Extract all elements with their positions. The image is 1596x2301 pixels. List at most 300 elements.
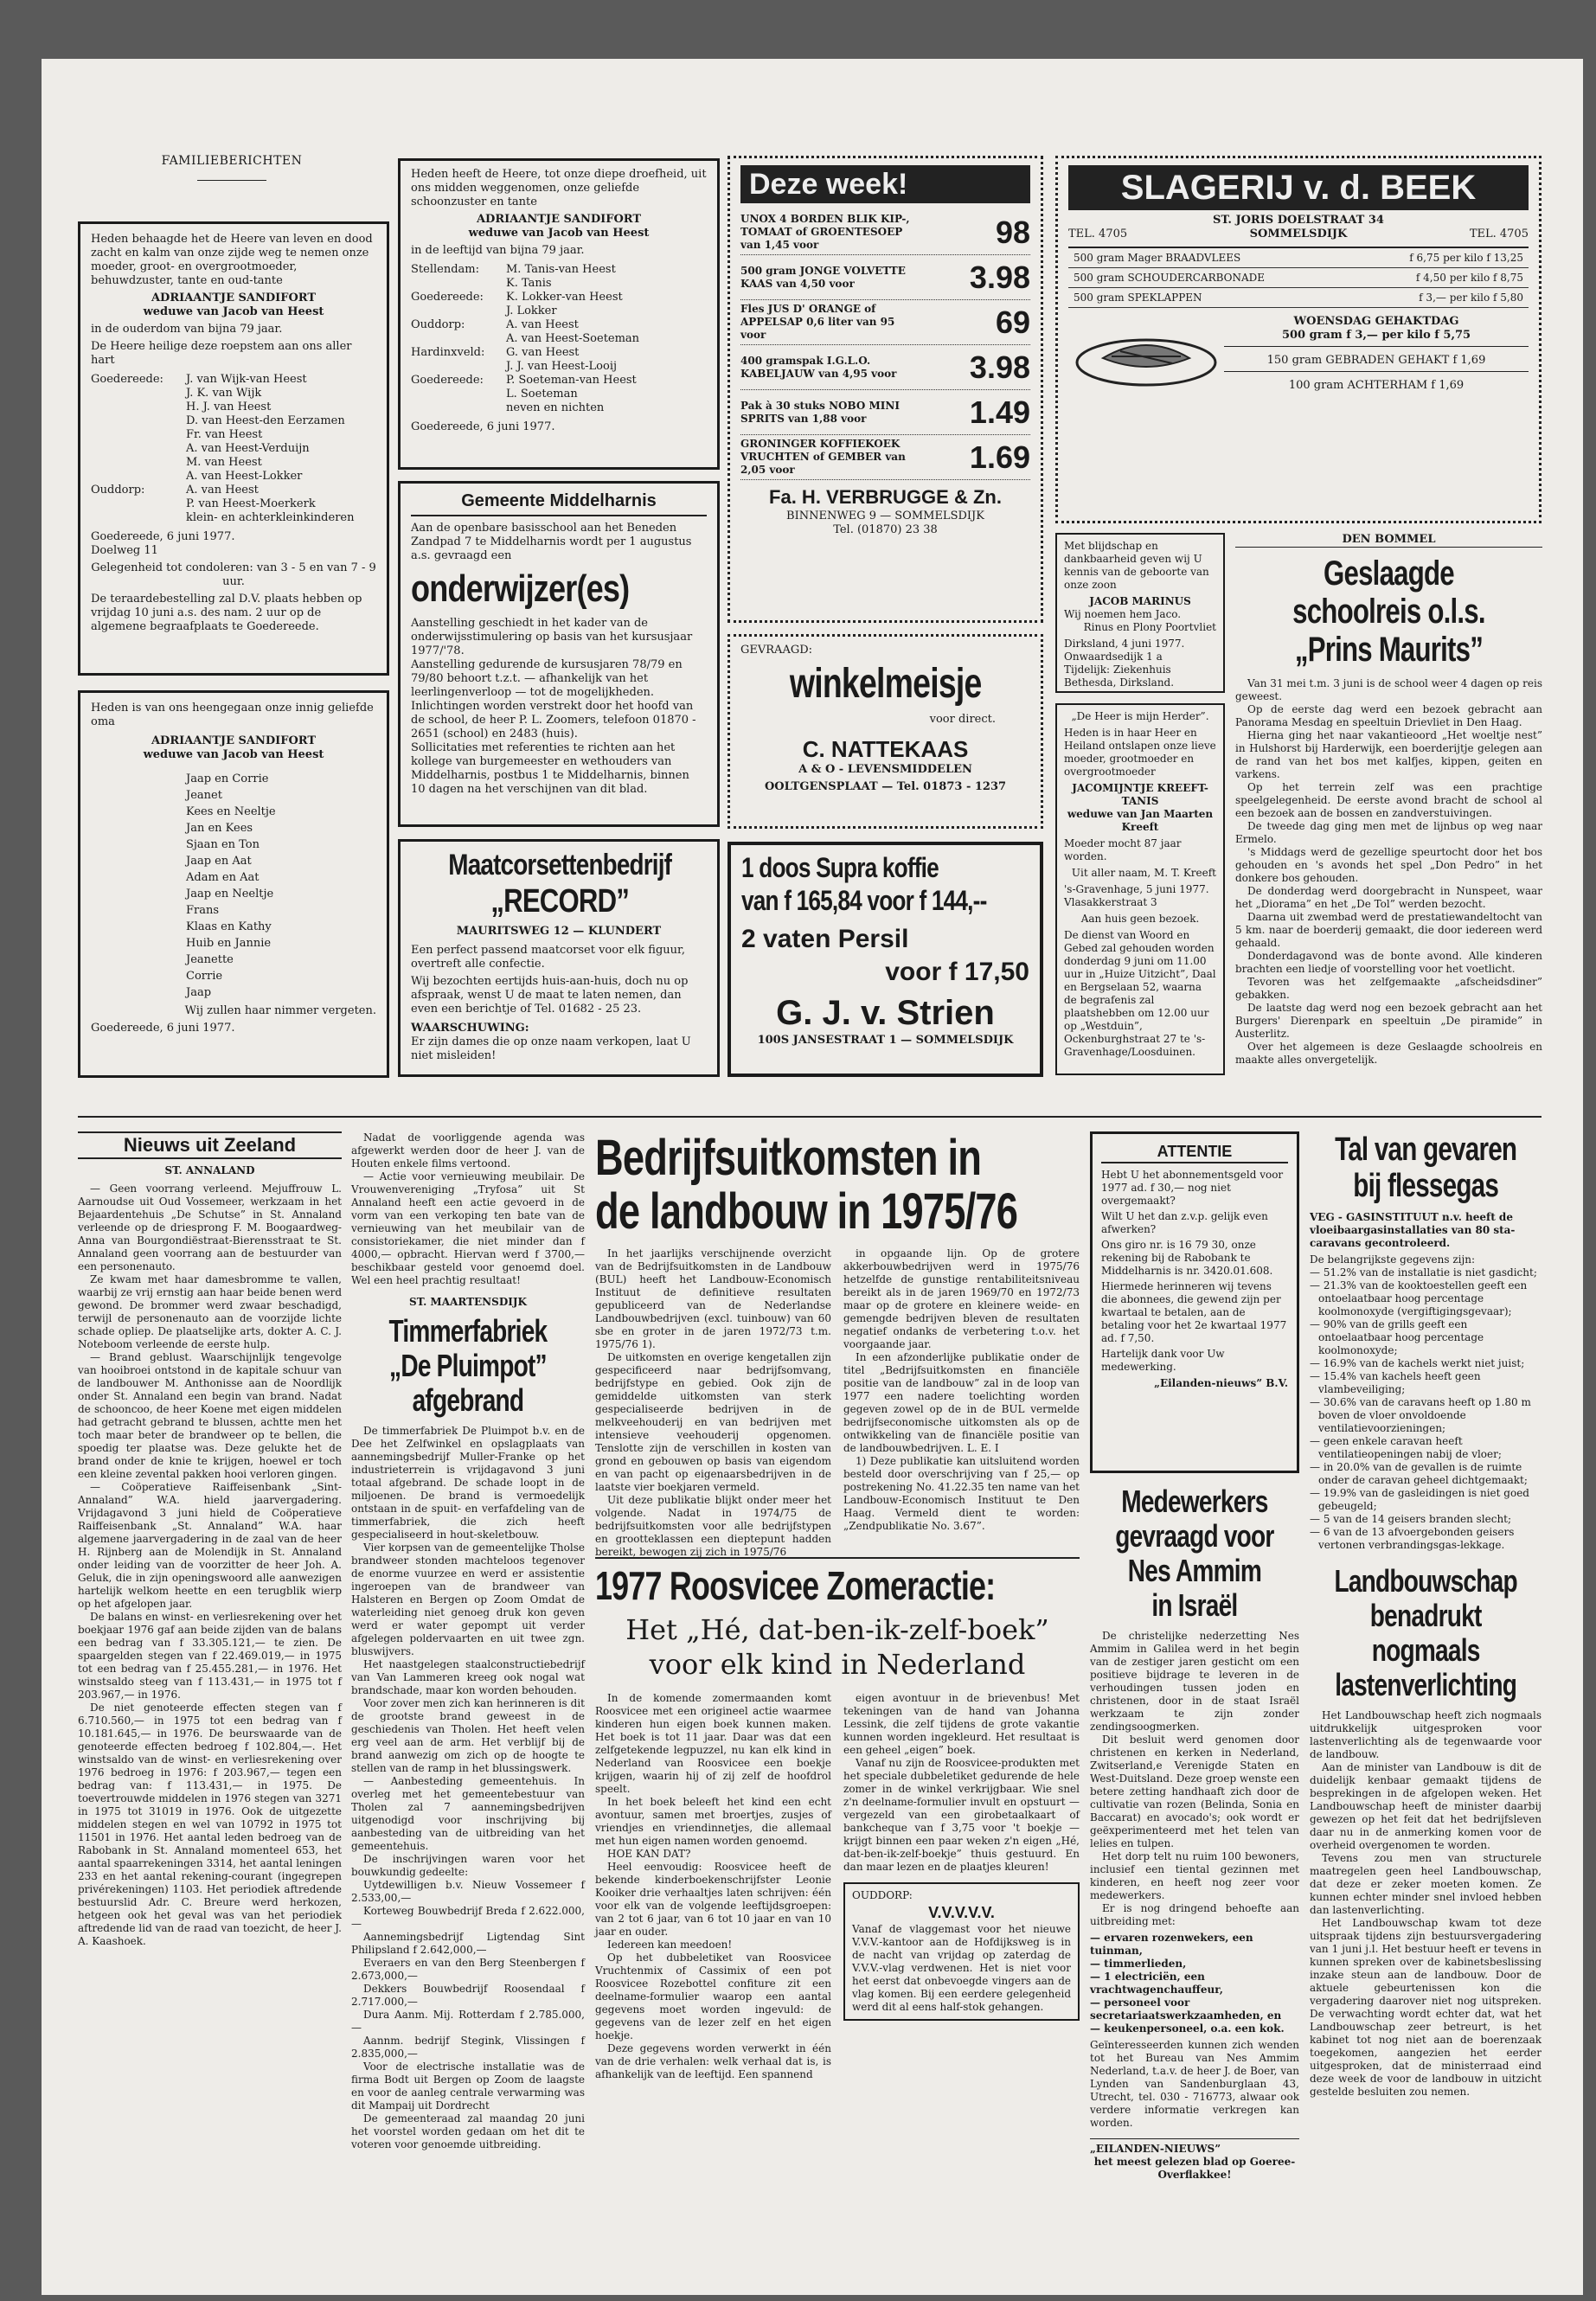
finding-item: — 21.3% van de kooktoestellen geeft een ontoelaatbaar hoog percentage koolmonoxyde (vergiftigingsgevaar);: [1310, 1279, 1528, 1317]
product-price: f 4,50 per kilo f 8,75: [1353, 268, 1529, 288]
family-place: Goedereede:: [411, 291, 484, 304]
ad-title: SLAGERIJ v. d. BEEK: [1068, 165, 1529, 210]
family-name: M. Tanis-van Heest: [506, 263, 616, 276]
paragraph: De laatste dag werd nog een bezoek gebracht aan het Burgers' Dierenpark en speeltuin „De piramide” in Austerlitz.: [1235, 1002, 1542, 1040]
finding-item: — 6 van de 13 afvoergebonden geisers vertonen verbrandingsgas-lekkage.: [1310, 1526, 1515, 1551]
family-place: Ouddorp:: [91, 484, 145, 497]
notice-sub: weduwe van Jacob van Heest: [143, 748, 324, 761]
finding-item: — 5 van de 14 geisers branden slecht;: [1310, 1513, 1512, 1525]
ad-lead: Aan de openbare basisschool aan het Beneden Zandpad 7 te Middelharnis wordt per 1 augustus a.s. gevraagd een: [411, 522, 692, 562]
family-place: [411, 304, 497, 318]
notice-sub: weduwe van Jacob van Heest: [143, 305, 324, 318]
paragraph: Het Landbouwschap heeft zich nogmaals uitdrukkelijk uitgesproken voor lastenverlichting als de tegenwaarde voor de landbouw.: [1310, 1709, 1542, 1760]
offer-text: UNOX 4 BORDEN BLIK KIP-, TOMAAT of GROENTESOEP van 1,45 voor: [740, 213, 910, 251]
title-wrap-5: [1310, 1633, 1542, 1668]
family-name: J. van Wijk-van Heest: [186, 373, 307, 386]
notice-text: De Heere heilige deze roepstem aan ons aller hart: [91, 340, 352, 367]
family-name: J. K. van Wijk: [186, 387, 262, 400]
medewerkers-article: [1090, 1484, 1299, 2246]
family-row: [411, 277, 707, 291]
notice-street: Vlasakkerstraat 3: [1064, 896, 1157, 908]
roast-meat-icon: [1068, 315, 1224, 393]
notice-date: Goedereede, 6 juni 1977.: [91, 530, 235, 543]
offer-item: [740, 255, 1030, 300]
finding-item: — 16.9% van de kachels werkt niet juist;: [1310, 1357, 1525, 1369]
nattekaas-ad: [727, 634, 1043, 829]
gehakt-section: [1068, 315, 1529, 393]
deze-week-ad: [727, 156, 1043, 623]
box-p5: Hartelijk dank voor Uw medewerking.: [1101, 1348, 1225, 1373]
family-name: P. Soeteman-van Heest: [506, 374, 637, 387]
shop-tel: Tel. (01870) 23 38: [833, 523, 938, 536]
paragraph: Over het algemeen is deze Geslaagde schoolreis en maakte alles onvergetelijk.: [1235, 1041, 1542, 1066]
ad-line2: van f 165,84 voor f 144,--: [741, 885, 987, 916]
ad-p1: Aanstelling geschiedt in het kader van de onderwijsstimulering op basis van het kursusjaar 1977/'78.: [411, 617, 693, 657]
section-header: FAMILIEBERICHTEN: [161, 154, 303, 168]
article-title-2: gevraagd voor: [1115, 1518, 1274, 1554]
paragraph: De donderdag werd doorgebracht in Nunspeet, waar het „Diorama” en het „De Tol” werden bezocht.: [1235, 885, 1542, 910]
box-sign: „Eilanden-nieuws” B.V.: [1154, 1377, 1288, 1389]
article-intro: De belangrijkste gegevens zijn:: [1310, 1253, 1475, 1266]
title-wrap-3: [1090, 1554, 1299, 1588]
product-price: f 6,75 per kilo f 13,25: [1353, 247, 1529, 268]
article-title-3: afgebrand: [412, 1382, 524, 1418]
birth-text: Met blijdschap en dankbaarheid geven wij U kennis van de geboorte van onze zoon: [1064, 540, 1209, 591]
paragraph: Het naastgelegen staalconstructiebedrijf van Van Lammeren kreeg ook nogal wat brandschade, maar kon worden behouden.: [351, 1658, 585, 1696]
offer-list: [740, 210, 1030, 480]
birth-name: JACOB MARINUS: [1089, 595, 1191, 607]
paragraph: Aannemingsbedrijf Ligtendag Sint Philipsland f 2.642,000,—: [351, 1931, 585, 1956]
notice-sub: weduwe van Jan Maarten Kreeft: [1067, 808, 1214, 833]
family-row: [411, 318, 707, 332]
family-name: J. Lokker: [506, 304, 557, 317]
article-title-1: Medewerkers: [1121, 1484, 1268, 1519]
notice-quote: „De Heer is mijn Herder”.: [1071, 710, 1209, 722]
findings-list: [1310, 1266, 1542, 1552]
family-row: [411, 332, 707, 346]
shop-address: ST. JORIS DOELSTRAAT 34: [1213, 214, 1384, 227]
notice-funeral: De teraardebestelling zal D.V. plaats hebben op vrijdag 10 juni a.s. des nam. 2 uur op de algemene begraafplaats te Goedereede.: [91, 593, 362, 633]
notice-name: ADRIAANTJE SANDIFORT: [151, 292, 317, 304]
ad-label: GEVRAAGD:: [740, 644, 813, 657]
product-price: f 3,— per kilo f 5,80: [1353, 288, 1529, 308]
paragraph: Vanaf nu zijn de Roosvicee-produkten met het speciale dubbeletiket gedurende de hele zomer in de winkel verkrijgbaar. Wie snel z'n deelname-formulier invult en opstuurt — vergezeld van een girobetaalkaart of bankcheque van f 3,75 voor 't boekje — krijgt binnen een paar weken z'n eigen „Hé, dat-ben-ik-zelf-boekje” thuis gestuurd. En dan maar lezen en de plaatjes kleuren!: [843, 1757, 1080, 1873]
article-place: ST. MAARTENSDIJK: [409, 1296, 527, 1308]
offer-price: 3.98: [969, 349, 1030, 385]
title-wrap: [595, 1564, 1080, 1607]
paragraph: Op de eerste dag werd een bezoek gebracht aan Panorama Mesdag en speeltuin Drievliet in Den Haag.: [1235, 703, 1542, 728]
divider: [411, 515, 707, 516]
paragraph: De gemeenteraad zal maandag 20 juni het voorstel worden gedaan om het dit te voteren voor genoemde uitbreiding.: [351, 2112, 585, 2150]
paragraph: eigen avontuur in de brievenbus! Met tekeningen van de hand van Johanna Lessink, die zelf tijdens de grote vakantie kunnen worden ingekleurd. Het resultaat is een geheel „eigen” boek.: [843, 1692, 1080, 1756]
notice-intro: Heden heeft de Heere, tot onze diepe droefheid, uit ons midden weggenomen, onze geliefde schoonzuster en tante: [411, 168, 707, 208]
offer-item: [740, 210, 1030, 255]
offer-item: [740, 300, 1030, 345]
family-place: [411, 388, 497, 401]
finding-item: — geen enkele caravan heeft ventilatieopeningen nabij de vloer;: [1310, 1435, 1502, 1460]
grandchildren-list: [91, 771, 376, 1001]
offer-price: 3.98: [969, 259, 1030, 295]
family-place: [411, 332, 497, 346]
family-list: [411, 263, 707, 415]
death-notice-2: [398, 158, 720, 470]
family-name: A. van Heest: [186, 484, 259, 497]
paragraph: Korteweg Bouwbedrijf Breda f 2.622.000,—: [351, 1905, 585, 1930]
article-title-5: nogmaals: [1371, 1632, 1480, 1668]
shop-address: OOLTGENSPLAAT — Tel. 01873 - 1237: [764, 780, 1007, 793]
attentie-box: [1090, 1131, 1299, 1473]
article-title-1: Geslaagde: [1324, 554, 1454, 593]
article-title-2: bij flessegas: [1353, 1168, 1499, 1204]
ad-p3: Inlichtingen worden verstrekt door het hoofd van de school, de heer P. L. Zoomers, telefoon 01870 - 2651 (school) en 2483 (huis).: [411, 700, 696, 740]
slagerij-ad: [1055, 156, 1542, 523]
notice-age: in de ouderdom van bijna 79 jaar.: [91, 323, 283, 336]
ouddorp-box: [843, 1882, 1080, 2021]
title-wrap: [1310, 1131, 1542, 1168]
grandchild-name: Jaap en Aat: [186, 855, 252, 868]
article-title-4: in Israël: [1151, 1587, 1238, 1623]
paragraph: in opgaande lijn. Op de grotere akkerbouwbedrijven werd in 1975/76 hetzelfde de gunstige rentabiliteitsniveau bereikt als in de jaren 1969/70 en 1972/73 maar op de grotere en kleinere weide- en gemengde bedrijven bleven de resultaten negatief ondanks de verbetering t.o.v. het voorgaande jaar.: [843, 1247, 1080, 1350]
ad-warn: Er zijn dames die op onze naam verkopen, laat U niet misleiden!: [411, 1035, 691, 1062]
needs-list: [1090, 1932, 1299, 2035]
notice-condole: Gelegenheid tot condoleren: van 3 - 5 en van 7 - 9 uur.: [91, 561, 376, 588]
article-body-2: [351, 1425, 585, 2151]
article-col-2: [843, 1247, 1080, 1559]
product-name: 500 gram SCHOUDERCARBONADE: [1068, 268, 1353, 288]
notice-age: Moeder mocht 87 jaar worden.: [1064, 837, 1182, 862]
family-place: Stellendam:: [411, 263, 479, 276]
paragraph: Dura Aanm. Mij. Rotterdam f 2.785.000,—: [351, 2009, 585, 2034]
notice-intro: Heden behaagde het de Heere van leven en dood zacht en kalm van onze zijde weg te nemen onze moeder, groot- en overgrootmoeder, behuwdzuster, tante en oud-tante: [91, 233, 373, 287]
notice-closing: Wij zullen haar nimmer vergeten.: [184, 1004, 376, 1017]
paragraph: Ze kwam met haar damesbromme te vallen, waarbij ze vrij ernstig aan haar beide benen werd gewond. De brommer werd zwaar beschadigd, terwijl de personenauto aan de voorzijde lichte schade opliep. De plaatselijke arts, dokter A. C. J. Noteboom verleende de eerste hulp.: [78, 1273, 342, 1350]
family-place: [91, 401, 177, 414]
grandchild-name: Corrie: [186, 970, 223, 983]
shop-info: [1068, 214, 1529, 241]
grandchild-name: Frans: [186, 904, 220, 917]
paragraph: Heel eenvoudig: Roosvicee heeft de bekende kinderboekenschrijfster Leonie Kooiker drie verhaaltjes laten schrijven: één voor elk van de volgende leeftijdsgroepen: van 2 tot 6 jaar, van 6 tot 10 jaar en van 10 jaar en ouder.: [595, 1861, 831, 1938]
offer-text: 400 gramspak I.G.L.O. KABELJAUW van 4,95 voor: [740, 354, 897, 380]
newspaper-page: [42, 59, 1583, 2295]
family-name: neven en nichten: [506, 401, 605, 414]
death-notice-1: [78, 221, 389, 676]
ad-address: MAURITSWEG 12 — KLUNDERT: [456, 925, 662, 938]
finding-item: — in 20.0% van de gevallen is de ruimte onder de caravan geheel dichtgemaakt;: [1310, 1461, 1528, 1486]
title-wrap-2: [411, 883, 707, 921]
shop-name: G. J. v. Strien: [776, 994, 995, 1032]
offer-item: [740, 435, 1030, 480]
article-place: ST. ANNALAND: [164, 1164, 255, 1176]
notice-name: ADRIAANTJE SANDIFORT: [476, 213, 642, 226]
grandchild-name: Klaas en Kathy: [186, 920, 272, 933]
ad-headline: onderwijzer(es): [411, 567, 630, 610]
shop-town: SOMMELSDIJK: [1249, 228, 1348, 240]
shop-type: A & O - LEVENSMIDDELEN: [798, 763, 972, 776]
ouddorp-title: V.V.V.V.V.: [928, 1904, 995, 1921]
ad-sub: voor direct.: [929, 713, 996, 726]
title-wrap-2: [1310, 1168, 1542, 1204]
notice-address: Doelweg 11: [91, 544, 158, 557]
article-col-1: [595, 1692, 831, 2081]
title-wrap-4: [1090, 1588, 1299, 1623]
paragraph: Het dorp telt nu ruim 100 bewoners, inclusief een tiental gezinnen met kinderen, en heeft nog zeer voor medewerkers.: [1090, 1850, 1299, 1901]
notice-sub: weduwe van Jacob van Heest: [468, 227, 650, 240]
family-name: G. van Heest: [506, 346, 580, 359]
offer-price: 1.69: [969, 439, 1030, 475]
price-row: [1068, 288, 1529, 308]
headline-wrap: [740, 661, 1030, 709]
article-lead: VEG - GASINSTITUUT n.v. heeft de vloeibaargasinstallaties van 80 sta-caravans gecontroleerd.: [1310, 1211, 1516, 1249]
title-wrap-2: [351, 1349, 585, 1383]
family-place: [91, 470, 177, 484]
family-row: [91, 442, 376, 456]
need-item: — ervaren rozenwekers, een tuinman,: [1090, 1932, 1253, 1957]
family-place: [91, 442, 177, 456]
finding-item: — 19.9% van de gasleidingen is niet goed gebeugeld;: [1310, 1487, 1529, 1512]
article-title-1: Timmerfabriek: [388, 1313, 548, 1349]
paragraph: — Coöperatieve Raiffeisenbank „Sint-Annaland” W.A. hield jaarvergadering. Vrijdagavond 3 juni hield de Coöperatieve Raiffeisenbank „St. Annaland” W.A. haar algemene jaarvergadering in de zaal van de heer H. Rijnberg aan de Molendijk in St. Annaland onder leiding van de voorzitter de heer Joh. A. Geluk, die in zijn openingswoord alle aanwezigen hartelijk welkom heette en een terugblik wierp op het afgelopen jaar.: [78, 1481, 342, 1610]
title-wrap-3: [1310, 1564, 1542, 1599]
strien-ad: [727, 842, 1043, 1077]
paragraph: Uit deze publikatie blijkt onder meer het volgende. Nadat in 1974/75 de bedrijfsuitkomsten voor alle bedrijfstypen en grootteklassen een dieptepunt hadden bereikt, bewogen zij zich in 1975/76: [595, 1494, 831, 1558]
ouddorp-text: Vanaf de vlaggemast voor het nieuwe V.V.V.-kantoor aan de Hofdijksweg is in de nacht van vrijdag op zaterdag de V.V.V.-vlag verdwenen. Het is niet voor het eerst dat onbevoegde vingers aan de vlag komen. Bij een eerdere gelegenheid werd dit al eens half-stok gehangen.: [852, 1923, 1071, 2013]
notice-no-visit: Aan huis geen bezoek.: [1080, 913, 1200, 925]
paragraph: De niet genoteerde effecten stegen van f 6.710.560,— in 1975 tot een bedrag van f 10.181.645,— in 1976. De beurswaarde van de genoteerde effecten bedroeg f 102.804,—. Het winstsaldo van de winst- en verliesrekening over 1976 bedroeg in 1976: f 203.967,— tegen een bedrag van: f 113.431,— in 1975. De toevertrouwde middelen in 1976 stegen van 3271 in 1975 tot 31019 in 1976. Ook de uitgezette middelen stegen en wel van 10792 in 1975 tot 11501 in 1976. Het aantal leden bedroeg van de Rabobank in St. Annaland momenteel 653, het aantal spaarrekeningen 3314, het aantal leningen 233 en het aantal rekening-courant (ingegrepen privérekeningen) 1103. Het periodiek aftredende bestuurslid Adr. C. Breure werd herkozen, hetgeen ook het geval was van het periodiek aftredende lid van de raad van toezicht, de heer J. A. Kaashoek.: [78, 1702, 342, 1947]
article-col-1: [595, 1247, 831, 1559]
record-ad: [398, 839, 720, 1077]
family-place: [91, 511, 177, 525]
paragraph: Daarna uit zwembad werd de prestatiewandeltocht van 5 km. naar de boerderij gemaakt, die door iedereen werd gehaald.: [1235, 911, 1542, 949]
article-title: Nieuws uit Zeeland: [78, 1131, 342, 1159]
notice-name: ADRIAANTJE SANDIFORT: [151, 734, 317, 747]
family-place: [91, 497, 177, 511]
family-name: D. van Heest-den Eerzamen: [186, 414, 345, 427]
article-outro: Geïnteresseerden kunnen zich wenden tot het Bureau van Nes Ammim Nederland, t.a.v. de heer J. de Boer, van Lynden van Sandenburglaan 43, Utrecht, tel. 030 - 716773, alwaar ook verdere informatie verkregen kan worden.: [1090, 2039, 1299, 2129]
offer-text: Fles JUS D' ORANGE of APPELSAP 0,6 liter van 95 voor: [740, 303, 895, 341]
title-wrap: [1235, 554, 1542, 593]
ham-offer: 100 gram ACHTERHAM f 1,69: [1288, 379, 1465, 392]
family-place: [411, 401, 497, 415]
notice-intro: Heden is van ons heengegaan onze innig geliefde oma: [91, 702, 374, 728]
paragraph: HOE KAN DAT?: [607, 1848, 691, 1860]
family-place: [91, 414, 177, 428]
family-row: [411, 304, 707, 318]
notice-date: Goedereede, 6 juni 1977.: [411, 420, 555, 433]
family-place: [91, 428, 177, 442]
box-p3: Ons giro nr. is 16 79 30, onze rekening bij de Rabobank te Middelharnis is nr. 3420.01.608.: [1101, 1239, 1273, 1277]
paragraph: In een afzonderlijke publikatie onder de titel „Bedrijfsuitkomsten en financiële positie van de landbouw” zal in de loop van 1977 een nadere toelichting worden gegeven zowel op de in de BUL vermelde bedrijfseconomische uitkomsten als op de ontwikkeling van de financiële positie van de landbouwbedrijven. L. E. I: [843, 1351, 1080, 1454]
family-row: [91, 511, 376, 525]
family-name: L. Soeteman: [506, 388, 578, 401]
paragraph: Voor zover men zich kan herinneren is dit de grootste brand geweest in de geschiedenis van Tholen. Het heeft velen erg veel aan de arm. Het verblijf bij de brand aanwezig om zich op de hoogte te stellen van de ramp in het blussingswerk.: [351, 1697, 585, 1774]
paragraph: 1) Deze publikatie kan uitsluitend worden besteld door overschrijving van f 25,— op postrekening No. 41.22.35 ten name van het Landbouw-Economisch Instituut te Den Haag. Vermeld dient te worden: „Zendpublikatie No. 3.67”.: [843, 1455, 1080, 1532]
birth-temp: Tijdelijk: Ziekenhuis Bethesda, Dirksland.: [1064, 663, 1175, 689]
kreeft-notice: [1055, 703, 1225, 1075]
title-wrap-2: [1090, 1519, 1299, 1554]
title-wrap-2: [595, 1185, 1080, 1239]
family-row: [411, 263, 707, 277]
ouddorp-label: OUDDORP:: [852, 1889, 913, 1901]
article-col-2: [843, 1692, 1080, 1874]
article-title-3: Landbouwschap: [1334, 1563, 1517, 1599]
family-row: [411, 374, 707, 388]
paragraph: Er is nog dringend behoefte aan uitbreiding met:: [1090, 1902, 1299, 1927]
paragraph: De uitkomsten en overige kengetallen zijn gespecificeerd naar bedrijfsomvang, bedrijfstype en gebied. Ook zijn de gemiddelde uitkomsten van sterk gespecialiseerde bedrijven in de melkveehouderij en van bedrijven met intensieve veehouderij opgenomen. Tenslotte zijn de verschillen in kosten van grond en gebouwen op basis van eigendom en van pacht op eigenaarsbedrijven in de laatste vier boekjaren vermeld.: [595, 1351, 831, 1493]
family-place: [411, 277, 497, 291]
paragraph: De tweede dag ging men met de lijnbus op weg naar Ermelo.: [1235, 820, 1542, 845]
paragraph: — Brand geblust. Waarschijnlijk tengevolge van hooibroei ontstond in de kapitale schuur van de landbouwer M. Anthonisse aan de Noordlijk onder St. Annaland een begin van brand. Nadat de schooncoo, de heer Koene met eigen middelen had getracht gebrand te blussen, achtte men het toch maar beter de brandweer op te bellen, die spoedig ter plaatse was. Deze gelukte het de brand onder de knie te krijgen, hoewel er toch een kleine zevental pakken hooi verloren gingen.: [78, 1351, 342, 1480]
grandchild-name: Jeanet: [186, 789, 222, 802]
grandchild-name: Kees en Neeltje: [186, 805, 276, 818]
family-place: Hardinxveld:: [411, 346, 485, 359]
wednesday-offer: 500 gram f 3,— per kilo f 5,75: [1224, 329, 1529, 347]
paragraph: Op het dubbeletiket van Roosvicee Vruchtenmix of Cassimix of een pot Roosvicee Rozebottel confiture zit een deelname-formulier waarop een aantal gegevens moet worden ingevuld: de gegevens van de lezer zelf en het eigen hoekje.: [595, 1952, 831, 2041]
article-sub-1: Het „Hé, dat-ben-ik-zelf-boek”: [625, 1613, 1049, 1646]
ad-p4: Sollicitaties met referenties te richten aan het kollege van burgemeester en wethouders van Middelharnis, postbus 1 te Middelharnis, binnen 10 dagen na het verschijnen van dit blad.: [411, 741, 689, 796]
paragraph: Voor de electrische installatie was de firma Bodt uit Bergen op Zoom de laagste en voor de aanleg centrale verwarming was dit Mampaij uit Dordrecht: [351, 2061, 585, 2112]
page-divider: [78, 1116, 1542, 1118]
title-wrap-2: [1235, 593, 1542, 631]
article-title-2: de landbouw in 1975/76: [595, 1183, 1018, 1240]
family-row: [91, 470, 376, 484]
paragraph: In het jaarlijks verschijnende overzicht van de Bedrijfsuitkomsten in de Landbouw (BUL) heeft het Landbouw-Economisch Instituut de definitieve resultaten gepubliceerd van de Nederlandse Landbouwbedrijven (excl. tuinbouw) van 60 sbe en groter in de jaren 1972/73 t.m. 1975/76 1).: [595, 1247, 831, 1350]
death-notice-3: [78, 690, 389, 1078]
divider: [197, 180, 266, 181]
family-place: [91, 456, 177, 470]
family-place: Goedereede:: [411, 374, 484, 387]
family-row: [411, 401, 707, 415]
zeeland-article: [78, 1131, 342, 2247]
paragraph: Uytdewilligen b.v. Nieuw Vossemeer f 2.533,00,—: [351, 1879, 585, 1904]
grandchild-name: Jaap en Corrie: [186, 772, 269, 785]
grandchild-name: Jaap: [186, 986, 212, 999]
ad-line3: 2 vaten Persil: [741, 925, 909, 953]
article-title-3: Nes Ammim: [1127, 1553, 1262, 1588]
article-body-2: [1310, 1709, 1542, 2099]
grandchild-name: Jeanette: [186, 953, 234, 966]
need-item: — keukenpersoneel, o.a. een kok.: [1090, 2022, 1285, 2035]
wednesday-title: WOENSDAG GEHAKTDAG: [1293, 315, 1459, 328]
article-sub-2: voor elk kind in Nederland: [649, 1648, 1026, 1681]
title-wrap-3: [1235, 631, 1542, 669]
family-name: A. van Heest-Soeteman: [506, 332, 640, 345]
title-wrap-3: [351, 1383, 585, 1418]
family-place: [411, 360, 497, 374]
line2-wrap: [741, 885, 1029, 918]
headline-wrap: [411, 568, 707, 612]
article-body: [1235, 677, 1542, 1067]
birth-notice: [1055, 533, 1225, 693]
box-p2: Wilt U het dan z.v.p. gelijk even afwerken?: [1101, 1210, 1268, 1235]
article-title-3: „Prins Maurits”: [1294, 631, 1484, 669]
birth-date: Dirksland, 4 juni 1977.: [1064, 638, 1185, 650]
paragraph: Hierna ging het naar vakantieoord „Het woeltje nest” in Hulshorst bij Harderwijk, een boerderijtje gelegen aan de rand van het bos met kalfjes, kippen, geiten en varkens.: [1235, 729, 1542, 780]
need-item: — 1 electriciën, een vrachtwagenchauffeur,: [1090, 1971, 1223, 1996]
paragraph: Dit besluit werd genomen door christenen en kerken in Nederland, Zwitserland,e Verenigde Staten en West-Duitsland. Deze groep wenste een betere zetting handhaaft zich door de cultivatie van rozen (Belinda, Sonia en Baccarat) en avocado's; ook wordt er geëxperimenteerd met het telen van lelies en tulpen.: [1090, 1734, 1299, 1849]
article-title-6: lastenverlichting: [1335, 1667, 1517, 1702]
notice-text: Heden is in haar Heer en Heiland ontslapen onze lieve moeder, grootmoeder en overgrootmoeder: [1064, 727, 1216, 778]
title-wrap-6: [1310, 1668, 1542, 1702]
article-columns: [595, 1692, 1080, 2081]
grandchild-name: Sjaan en Ton: [186, 838, 260, 851]
family-list: [91, 373, 376, 525]
title-wrap: [1090, 1484, 1299, 1519]
notice-family: Uit aller naam, M. T. Kreeft: [1071, 867, 1216, 879]
ad-headline: winkelmeisje: [789, 661, 982, 707]
paragraph: Tevens zou men van structurele maatregelen geen heel Landbouwschap, dat deze er zeker moeten komen. Ze kunnen echter minder snel invloed hebben dan lastenverlichting.: [1310, 1852, 1542, 1916]
paragraph: Tevoren was het zelfgemaakte „afscheidsdiner” gebakken.: [1235, 976, 1542, 1001]
price-row: [1068, 268, 1529, 288]
box-p1: Hebt U het abonnementsgeld voor 1977 ad. f 30,— nog niet overgemaakt?: [1101, 1169, 1284, 1207]
shop-name: Fa. H. VERBRUGGE & Zn.: [769, 486, 1002, 508]
pluimpot-article: [351, 1131, 585, 2247]
birth-call: Wij noemen hem Jaco.: [1064, 608, 1182, 620]
title-wrap: [351, 1314, 585, 1349]
paragraph: In de komende zomermaanden komt Roosvicee met een origineel actie waarmee kinderen hun eigen boek kunnen maken. Het boek is tot 11 jaar. Daar was dat een zelfgetekende legpuzzel, nu kan elk kind in Nederland van Roosvicee een boekje krijgen, waarin hij of zij zelf de hoofdrol speelt.: [595, 1692, 831, 1795]
family-row: [91, 387, 376, 401]
family-place: Ouddorp:: [411, 318, 465, 331]
offer-text: 500 gram JONGE VOLVETTE KAAS van 4,50 voor: [740, 264, 906, 290]
title-wrap-4: [1310, 1599, 1542, 1633]
landbouw-article: [595, 1130, 1080, 1558]
article-columns: [595, 1247, 1080, 1559]
ad-title: Gemeente Middelharnis: [461, 491, 657, 510]
finding-item: — 51.2% van de installatie is niet gasdicht;: [1310, 1266, 1537, 1279]
family-name: J. J. van Heest-Looij: [506, 360, 618, 373]
paragraph: Donderdagavond was de bonte avond. Alle kinderen brachten een liedje of voorstelling voor het voetlicht.: [1235, 950, 1542, 975]
family-row: [411, 291, 707, 304]
family-name: A. van Heest-Lokker: [186, 470, 303, 483]
paragraph: Everaers en van den Berg Steenbergen f 2.673,000,—: [351, 1957, 585, 1982]
bommel-article: [1235, 533, 1542, 1078]
paragraph: Vier korpsen van de gemeentelijke Tholse brandweer stonden machteloos tegenover de enorme vuurzee en werd er assistentie ingeroepen van de brandweer van Halsteren en Bergen op Zoom Omdat de waterleiding niet genoeg druk kon geven werd er water gepompt uit verder afgelegen poldervaarten en uit twee zgn. bluswijvers.: [351, 1541, 585, 1657]
ad-title: Maatcorsettenbedrijf: [448, 849, 672, 881]
notice-place: 's-Gravenhage, 5 juni 1977.: [1064, 883, 1209, 895]
product-name: 500 gram Mager BRAADVLEES: [1068, 247, 1353, 268]
notice-date: Goedereede, 6 juni 1977.: [91, 1022, 235, 1035]
article-title-2: schoolreis o.l.s.: [1292, 593, 1485, 631]
title-wrap: [411, 849, 707, 883]
article-col-2-wrap: [843, 1692, 1080, 2081]
ad-title-2: „RECORD”: [490, 883, 630, 920]
family-row: [91, 414, 376, 428]
article-title-1: Bedrijfsuitkomsten in: [595, 1130, 982, 1186]
family-name: Fr. van Heest: [186, 428, 263, 441]
offer-price: 98: [995, 214, 1030, 250]
paragraph: Aannm. bedrijf Stegink, Vlissingen f 2.835,000,—: [351, 2035, 585, 2060]
family-row: [91, 373, 376, 387]
ad-title: Deze week!: [740, 165, 1030, 203]
paragraph: Op het terrein zelf was een prachtige speelgelegenheid. De eerste avond bracht de school al een bezoek aan de bossen en zandverstuivingen.: [1235, 781, 1542, 819]
ad-warn-title: WAARSCHUWING:: [411, 1022, 529, 1035]
article-body-cont: [351, 1131, 585, 1287]
paragraph: Iedereen kan meedoen!: [607, 1939, 733, 1951]
ad-line1: 1 doos Supra koffie: [741, 852, 939, 883]
paragraph: De inschrijvingen waren voor het bouwkundig gedeelte:: [351, 1853, 585, 1878]
ad-p2: Aanstelling gedurende de kursusjaren 78/79 en 79/80 behoort t.z.t. — afhankelijk van het leerlingenverloop — tot de mogelijkheden.: [411, 658, 683, 699]
paragraph: De timmerfabriek De Pluimpot b.v. en de Dee het Zelfwinkel en opslagplaats van aannemingsbedrijf Muller-Franke op het industrieterrein is vrijdagavond 3 juni totaal afgebrand. De schade loopt in de miljoenen. De brand is vermoedelijk ontstaan in de spuit- en verfafdeling van de timmerfabriek, die zich heeft gespecialiseerd in hout-skeletbouw.: [351, 1425, 585, 1541]
family-row: [411, 360, 707, 374]
birth-parents: Rinus en Plony Poortvliet: [1083, 621, 1216, 633]
grandchild-name: Jan en Kees: [186, 822, 253, 835]
family-row: [91, 484, 376, 497]
family-name: A. van Heest: [506, 318, 579, 331]
tel-left: TEL. 4705: [1068, 228, 1128, 240]
family-name: H. J. van Heest: [186, 401, 272, 413]
offer-price: 1.49: [969, 394, 1030, 430]
box-title: ATTENTIE: [1101, 1141, 1288, 1163]
article-kicker: DEN BOMMEL: [1235, 533, 1542, 548]
